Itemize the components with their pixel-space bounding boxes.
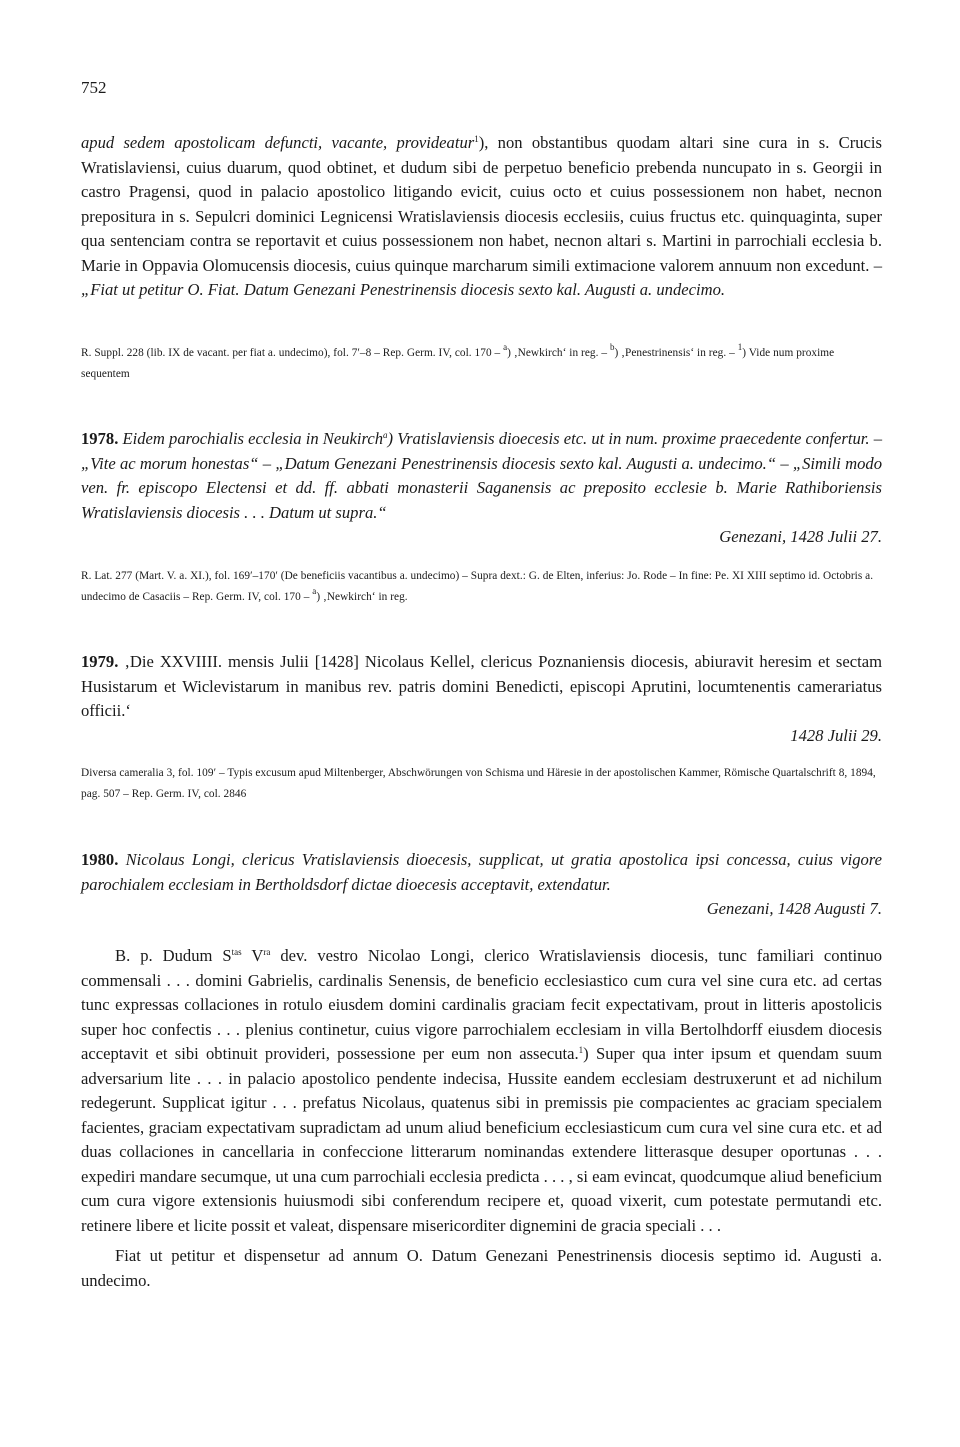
entry-1979-date: 1428 Julii 29.: [790, 725, 882, 745]
entry-1979-note: [81, 763, 882, 804]
footnote-marker: 1: [474, 134, 479, 144]
entry-1977-continuation: [81, 131, 882, 303]
entry-1980-paragraph-1: B. p. Dudum $S^{tas}$ $V^{ra}$ dev. vestro Nicolao Longi, clerico Wratislaviensis diocesis, tunc familiari continuo commensali . . . domini Gabrielis, cardinalis Senensis, de beneficio ecclesiastico cum cura vel sine cura etc. ad certas tunc expressas collaciones in rotulo eiusdem domini cardinalis graciam fecit expectativam, prout in litteris apostolicis super hoc confectis . . . plenius continetur, cuius vigore parrochialem ecclesiam in villa Bertolhdorff eiusdem diocesis acceptavit et sibi obtinuit provideri, possessione per eum non assecuta.$^1$) Super qua inter ipsum et quendam suum adversarium lite . . . in palacio apostolico pendente indecisa, Hussite eandem ecclesiam destruxerunt et ad nichilum redegerunt. Supplicat igitur . . . prefatus Nicolaus, quatenus sibi in premissis pie compacientes ac graciam specialem facientes, graciam expectativam supradictam ad unum aliud beneficium ecclesiasticum cum cura vel sine cura etc. et ad duas collaciones in cancellaria in confeccione litterarum nominandas extendere litterasque desuper oportunas . . . expediri mandare secumque, ut una cum parrochiali ecclesia predicta . . . , si eam evincat, quodcumque aliud beneficium cum cura vigore extensionis huiusmodi sibi conferendum recipere et, quoad vixerit, cum potestate permutandi etc. retinere libere et licite possit et valeat, dispensare misericorditer dignemini de gracia speciali . . .: [81, 946, 883, 1235]
entry-number: 1980.: [81, 850, 119, 869]
entry-1978: [81, 427, 882, 550]
entry-1980-date: Genezani, 1428 Augusti 7.: [706, 899, 882, 918]
entry-1977-fiat: „Fiat ut petitur O. Fiat. Datum Genezani Penestrinensis diocesis sexto kal. Augusti a. undecimo.: [81, 280, 726, 299]
entry-number: 1978.: [81, 429, 119, 448]
entry-1980-supplication: [81, 944, 882, 1293]
entry-1978-note: [81, 566, 882, 607]
entry-1977-apparatus: R. Suppl. 228 (lib. IX de vacant. per fiat a. undecimo), fol. 7′–8 – Rep. Germ. IV, col. 170 – $^a$) ‚Newkirch‘ in reg. – $^b$) ‚Penestrinensis‘ in reg. – $^1$) Vide num proxime sequentem: [81, 342, 835, 380]
page-number: 752: [81, 78, 107, 97]
entry-1980-paragraph-2: Fiat ut petitur et dispensetur ad annum O. Datum Genezani Penestrinensis diocesis septimo id. Augusti a. undecimo.: [81, 1246, 882, 1290]
entry-1977-text: ), non obstantibus quodam altari sine cura in s. Crucis Wratislaviensi, cuius duarum, quod obtinet, et dudum sibi de perpetuo beneficio prebenda nuncupato in s. Georgii in castro Pragensi, quod in palacio apostolico litigando evicit, cuius octo et cuius possessionem non habet, necnon prepositura in s. Sepulcri dominici Legnicensi Wratislaviensis diocesis ecclesiis, cuius fructus etc. quinquaginta, super qua sentenciam contra se reportavit et cuius possessionem non habet, necnon altari s. Martini in parrochiali ecclesia b. Marie in Oppavia Olomucensis diocesis, cuius quinque marcharum simili extimacione valorem annuum non excedunt. –: [81, 133, 882, 275]
entry-1979-text: 1979. ‚Die XXVIIII. mensis Julii [1428] Nicolaus Kellel, clericus Poznaniensis diocesis, abiuravit heresim et sectam Husistarum et Wiclevistarum in manibus rev. patris domini Benedicti, episcopi Aprutini, locumtenentis camerariatus officii.‘: [81, 652, 882, 720]
entry-1980: [81, 848, 882, 922]
entry-1977-italic-start: apud sedem apostolicam defuncti, vacante, provideatur: [81, 133, 475, 152]
entry-1978-date: Genezani, 1428 Julii 27.: [719, 527, 882, 546]
entry-1979: [81, 650, 882, 748]
entry-1977-note: [81, 343, 882, 384]
entry-1977-body: [81, 131, 882, 303]
entry-1980-regest: 1980. Nicolaus Longi, clericus Vratislaviensis dioecesis, supplicat, ut gratia apostolica ipsi concessa, cuius vigore parochialem ecclesiam in Bertholdsdorf dictae dioecesis acceptavit, extendatur.: [81, 850, 882, 894]
entry-1978-regest: 1978. Eidem parochialis ecclesia in Neukirch$^a$) Vratislaviensis dioecesis etc. ut in num. proxime praecedente confertur. – „Vite ac morum honestas“ – „Datum Genezani Penestrinensis diocesis sexto kal. Augusti a. undecimo.“ – „Simili modo ven. fr. episcopo Electensi et dd. ff. abbati monasterii Saganensis ac preposito ecclesie b. Marie Rathiboriensis Wratislaviensis diocesis . . . Datum ut supra.“: [81, 429, 882, 522]
entry-number: 1979.: [81, 652, 119, 671]
entry-1979-apparatus: Diversa cameralia 3, fol. 109′ – Typis excusum apud Miltenberger, Abschwörungen von Schisma und Häresie in der apostolischen Kammer, Römische Quartalschrift 8, 1894, pag. 507 – Rep. Germ. IV, col. 2846: [81, 767, 876, 800]
entry-1978-apparatus: R. Lat. 277 (Mart. V. a. XI.), fol. 169′–170′ (De beneficiis vacantibus a. undecimo) – Supra dext.: G. de Elten, inferius: Jo. Rode – In fine: Pe. XI XIII septimo id. Octobris a. undecimo de Casaciis – Rep. Germ. IV, col. 170 – $^a$) ‚Newkirch‘ in reg.: [81, 570, 874, 603]
